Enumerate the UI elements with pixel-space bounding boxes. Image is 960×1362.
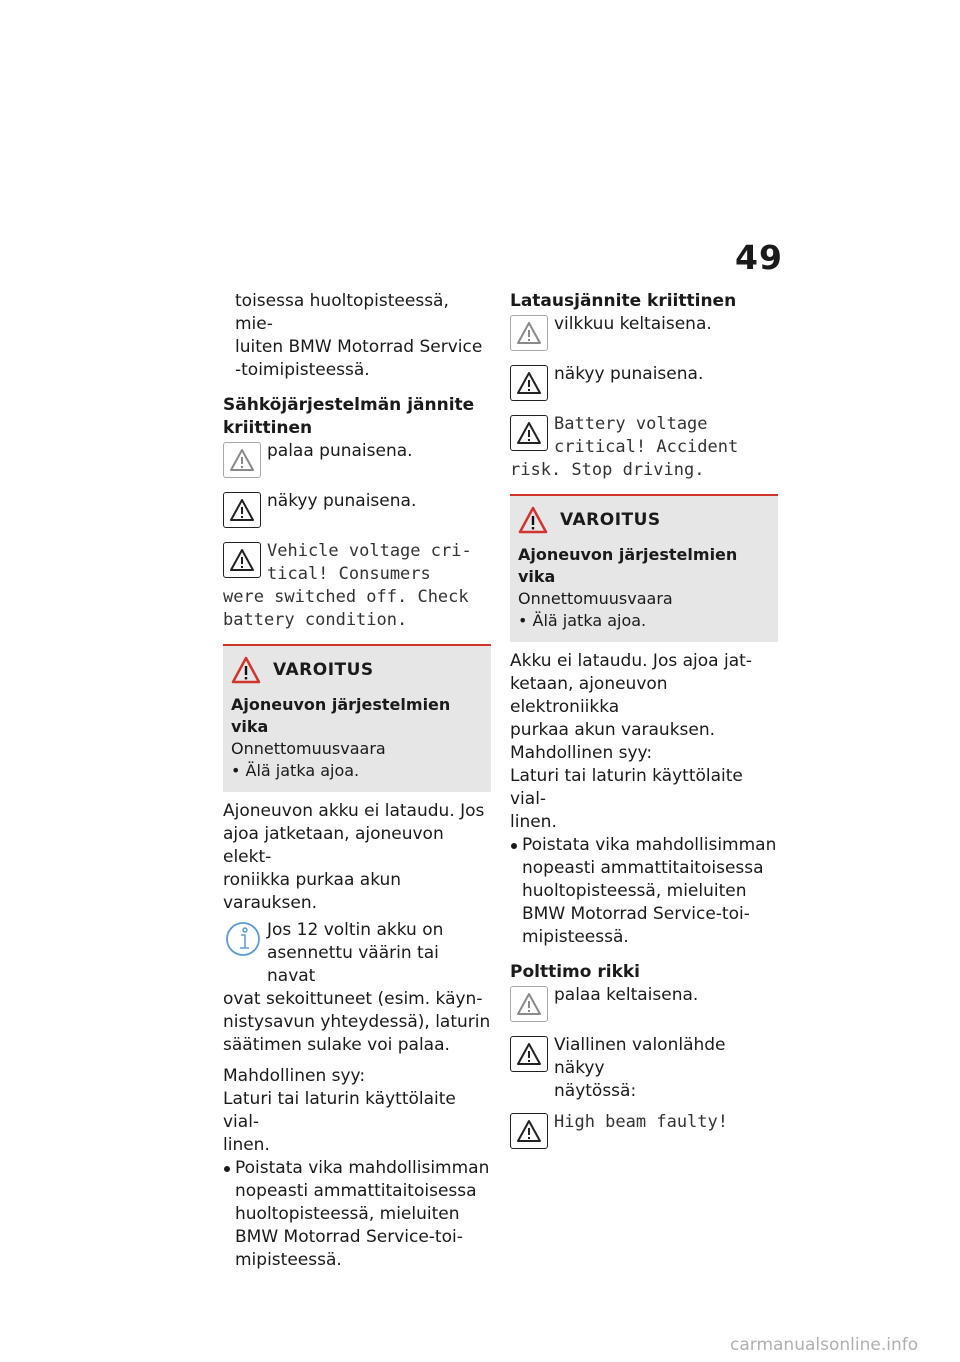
warning-line: • Älä jatka ajoa. — [518, 611, 647, 630]
intro-line: toisessa huoltopisteessä, mie- — [235, 291, 449, 334]
bullet-line: nopeasti ammattitaitoisessa — [235, 1181, 477, 1201]
indicator-text: vilkkuu keltaisena. — [554, 314, 712, 334]
display-message: were switched off. Check — [223, 587, 469, 607]
display-message: tical! Consumers — [267, 564, 431, 584]
indicator-row — [223, 440, 491, 482]
bullet-line: Poistata vika mahdollisimman — [235, 1158, 490, 1178]
left-column — [223, 290, 491, 1272]
info-text: Jos 12 voltin akku on — [267, 920, 444, 940]
warning-title: VAROITUS — [560, 510, 661, 530]
indicator-text: Viallinen valonlähde näkyy — [554, 1035, 726, 1078]
section-heading: Sähköjärjestelmän jännite — [223, 395, 475, 415]
paragraph-line: säätimen sulake voi palaa. — [223, 1035, 450, 1055]
warning-triangle-icon — [510, 365, 548, 401]
cause-line: linen. — [510, 812, 557, 832]
info-icon — [225, 921, 261, 957]
intro-line: -toimipisteessä. — [235, 360, 370, 380]
warning-subtitle: Ajoneuvon järjestelmien vika — [231, 695, 451, 736]
bullet-line: nopeasti ammattitaitoisessa — [522, 858, 764, 878]
paragraph-line: roniikka purkaa akun varauksen. — [223, 870, 402, 913]
intro-line: luiten BMW Motorrad Service — [235, 337, 483, 357]
indicator-text: näkyy punaisena. — [554, 364, 704, 384]
bullet-item — [510, 834, 778, 949]
indicator-text: näytössä: — [554, 1081, 637, 1101]
warning-light-icon — [510, 986, 548, 1022]
indicator-row — [510, 1034, 778, 1103]
warning-light-icon — [510, 315, 548, 351]
bullet-line: huoltopisteessä, mieluiten — [522, 881, 747, 901]
warning-triangle-icon — [510, 1113, 548, 1149]
section-heading: kriittinen — [223, 418, 313, 438]
indicator-text: näkyy punaisena. — [267, 491, 417, 511]
display-message: High beam faulty! — [554, 1112, 728, 1132]
warning-icon — [518, 506, 548, 534]
bullet-line: BMW Motorrad Service-toi- — [522, 904, 750, 924]
paragraph-line: ovat sekoittuneet (esim. käyn- — [223, 989, 483, 1009]
warning-line: Onnettomuusvaara — [518, 589, 673, 608]
display-message-row — [223, 540, 491, 632]
warning-subtitle: Ajoneuvon järjestelmien vika — [518, 545, 738, 586]
bullet-item — [223, 1157, 491, 1272]
warning-line: Onnettomuusvaara — [231, 739, 386, 758]
section-heading: Polttimo rikki — [510, 962, 641, 982]
footer-watermark: carmanualsonline.info — [730, 1335, 919, 1355]
warning-icon — [231, 656, 261, 684]
display-message: risk. Stop driving. — [510, 460, 705, 480]
bullet-line: huoltopisteessä, mieluiten — [235, 1204, 460, 1224]
paragraph-line: Ajoneuvon akku ei lataudu. Jos — [223, 801, 485, 821]
warning-line: • Älä jatka ajoa. — [231, 761, 360, 780]
indicator-row — [510, 363, 778, 405]
display-message-row — [510, 1111, 778, 1153]
indicator-row — [510, 313, 778, 355]
display-message: battery condition. — [223, 610, 408, 630]
warning-triangle-icon — [223, 542, 261, 578]
indicator-text: palaa punaisena. — [267, 441, 413, 461]
warning-light-icon — [223, 442, 261, 478]
cause-line: Laturi tai laturin käyttölaite vial- — [223, 1089, 456, 1132]
info-text: asennettu väärin tai navat — [267, 943, 439, 986]
paragraph-line: ketaan, ajoneuvon elektroniikka — [510, 674, 668, 717]
bullet-line: mipisteessä. — [235, 1250, 342, 1270]
display-message: Battery voltage — [554, 414, 708, 434]
paragraph-line: Akku ei lataudu. Jos ajoa jat- — [510, 651, 752, 671]
right-column — [510, 290, 778, 1153]
bullet-line: BMW Motorrad Service-toi- — [235, 1227, 463, 1247]
warning-triangle-icon — [223, 492, 261, 528]
page-number: 49 — [735, 238, 783, 277]
warning-title: VAROITUS — [273, 660, 374, 680]
indicator-row — [223, 490, 491, 532]
warning-triangle-icon — [510, 1036, 548, 1072]
display-message: critical! Accident — [554, 437, 739, 457]
indicator-text: palaa keltaisena. — [554, 985, 699, 1005]
intro-paragraph — [223, 290, 491, 382]
paragraph-line: ajoa jatketaan, ajoneuvon elekt- — [223, 824, 444, 867]
bullet-line: mipisteessä. — [522, 927, 629, 947]
warning-triangle-icon — [510, 415, 548, 451]
indicator-row — [510, 984, 778, 1026]
cause-label: Mahdollinen syy: — [223, 1066, 366, 1086]
display-message-row — [510, 413, 778, 482]
cause-line: linen. — [223, 1135, 270, 1155]
cause-label: Mahdollinen syy: — [510, 743, 653, 763]
bullet-line: Poistata vika mahdollisimman — [522, 835, 777, 855]
warning-box — [223, 644, 491, 792]
section-heading: Latausjännite kriittinen — [510, 291, 737, 311]
display-message: Vehicle voltage cri- — [267, 541, 472, 561]
paragraph-line: purkaa akun varauksen. — [510, 720, 716, 740]
cause-line: Laturi tai laturin käyttölaite vial- — [510, 766, 743, 809]
paragraph-line: nistysavun yhteydessä), laturin — [223, 1012, 491, 1032]
warning-box — [510, 494, 778, 642]
info-row — [223, 919, 491, 988]
